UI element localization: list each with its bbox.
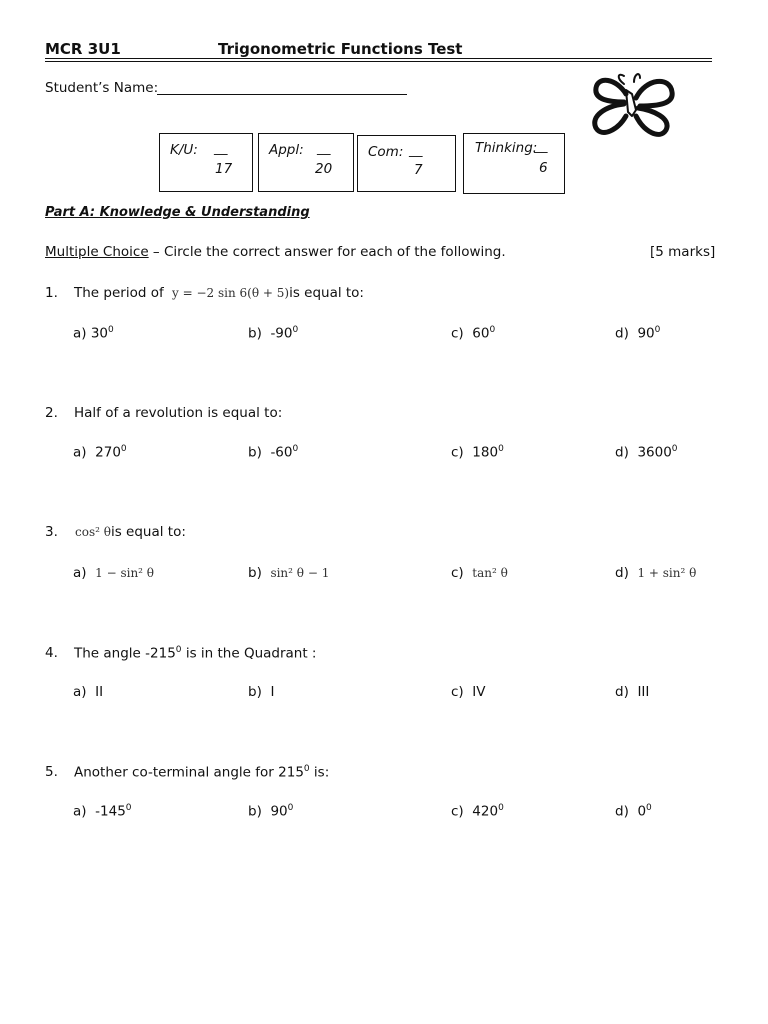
option-letter: b): [248, 803, 262, 820]
question-suffix: is in the Quadrant :: [181, 645, 317, 662]
degree-symbol: 0: [654, 325, 661, 335]
math-expression: cos² θ: [75, 525, 111, 539]
header-rule-bottom: [45, 61, 712, 62]
option-value: 3600: [637, 444, 672, 461]
mark-box-label: K/U:: [170, 142, 198, 158]
mark-box-ku: [159, 133, 253, 192]
option-letter: c): [451, 684, 464, 700]
option-value: 420: [472, 803, 499, 820]
question-text: [74, 285, 364, 301]
math-expression: tan² θ: [472, 566, 508, 580]
mc-heading: Multiple Choice: [45, 244, 149, 260]
option-letter: d): [615, 444, 629, 461]
mark-box-appl: [258, 133, 354, 192]
mark-box-com: [357, 135, 456, 192]
option-c[interactable]: [451, 684, 486, 700]
option-letter: a): [73, 325, 87, 342]
header-rule-top: [45, 58, 712, 59]
question-prefix: The period of: [74, 285, 164, 301]
part-a-title: Part A: Knowledge & Understanding: [45, 205, 310, 220]
math-expression: 1 + sin² θ: [637, 566, 697, 580]
student-name-label: Student’s Name:: [45, 80, 159, 96]
option-letter: d): [615, 684, 629, 700]
option-value: -60: [270, 444, 293, 461]
question-number: 4.: [45, 645, 58, 661]
degree-symbol: 0: [671, 444, 678, 454]
option-value: 30: [90, 325, 109, 342]
option-value: 90: [637, 325, 655, 342]
option-b[interactable]: [248, 444, 298, 461]
question-prefix: The angle -215: [74, 645, 176, 662]
mark-box-total: 17: [215, 161, 233, 177]
question-text: Half of a revolution is equal to:: [74, 405, 283, 421]
option-value: III: [637, 684, 650, 700]
mark-box-blank: __: [214, 140, 228, 156]
question-number: 1.: [45, 285, 58, 301]
option-letter: a): [73, 565, 87, 581]
option-value: 60: [472, 325, 490, 342]
option-value: -90: [270, 325, 293, 342]
option-letter: c): [451, 325, 464, 342]
degree-symbol: 0: [292, 325, 299, 335]
mc-instruction-text: – Circle the correct answer for each of the following.: [148, 244, 506, 260]
option-a[interactable]: [73, 325, 114, 342]
mark-box-label: Com:: [368, 144, 404, 160]
degree-symbol: 0: [120, 444, 127, 454]
option-b[interactable]: [248, 803, 293, 820]
option-letter: b): [248, 565, 262, 581]
option-value: -145: [95, 803, 126, 820]
option-a[interactable]: [73, 444, 127, 461]
option-value: 0: [637, 803, 647, 820]
option-letter: a): [73, 803, 87, 820]
mark-box-thinking: [463, 133, 565, 194]
mark-box-total: 6: [539, 160, 548, 176]
option-value: II: [95, 684, 104, 700]
option-c[interactable]: [451, 444, 504, 461]
math-expression: sin² θ − 1: [270, 566, 330, 580]
question-number: 2.: [45, 405, 58, 421]
option-value: 270: [95, 444, 121, 461]
mark-box-label: Thinking:: [475, 140, 538, 156]
marks-badge: [5 marks]: [650, 244, 716, 260]
question-suffix: is equal to:: [289, 285, 364, 301]
degree-symbol: 0: [287, 803, 294, 813]
student-name-field[interactable]: [157, 94, 407, 95]
option-a[interactable]: [73, 684, 103, 700]
mc-instructions: [45, 244, 506, 260]
course-code: MCR 3U1: [45, 40, 121, 58]
option-b[interactable]: [248, 325, 298, 342]
option-c[interactable]: [451, 803, 504, 820]
option-letter: a): [73, 444, 87, 461]
degree-symbol: 0: [125, 803, 132, 813]
option-letter: d): [615, 803, 629, 820]
degree-symbol: 0: [292, 444, 299, 454]
option-b[interactable]: [248, 565, 329, 581]
option-letter: d): [615, 565, 629, 581]
question-text: [74, 645, 316, 662]
option-letter: a): [73, 684, 87, 700]
option-d[interactable]: [615, 444, 678, 461]
question-number: 5.: [45, 764, 58, 780]
question-suffix: is:: [309, 764, 330, 781]
degree-symbol: 0: [175, 645, 182, 655]
degree-symbol: 0: [498, 444, 504, 454]
butterfly-icon: [588, 72, 683, 144]
option-c[interactable]: [451, 565, 508, 581]
option-letter: b): [248, 444, 262, 461]
degree-symbol: 0: [646, 803, 652, 813]
mark-box-blank: __: [409, 142, 423, 158]
degree-symbol: 0: [489, 325, 496, 335]
option-d[interactable]: [615, 684, 649, 700]
mark-box-blank: __: [534, 138, 548, 154]
math-expression: y = −2 sin 6(θ + 5): [172, 286, 290, 300]
option-letter: b): [248, 325, 262, 342]
option-b[interactable]: [248, 684, 274, 700]
mark-box-total: 7: [414, 162, 423, 178]
option-a[interactable]: [73, 565, 154, 581]
option-value: IV: [472, 684, 486, 700]
question-text: [74, 764, 329, 781]
option-a[interactable]: [73, 803, 132, 820]
question-prefix: Another co-terminal angle for 215: [74, 764, 304, 781]
option-value: 90: [270, 803, 288, 820]
question-number: 3.: [45, 524, 58, 540]
question-suffix: is equal to:: [110, 524, 186, 540]
option-letter: b): [248, 684, 262, 700]
question-text: [75, 524, 186, 540]
option-letter: d): [615, 325, 629, 342]
option-letter: c): [451, 565, 464, 581]
mark-box-label: Appl:: [269, 142, 304, 158]
mark-box-total: 20: [315, 161, 333, 177]
option-letter: c): [451, 803, 464, 820]
degree-symbol: 0: [498, 803, 504, 813]
option-d[interactable]: [615, 325, 660, 342]
option-value: 180: [472, 444, 499, 461]
mark-box-blank: __: [317, 140, 331, 156]
option-d[interactable]: [615, 565, 696, 581]
option-value: I: [270, 684, 275, 700]
option-c[interactable]: [451, 325, 495, 342]
option-letter: c): [451, 444, 464, 461]
page-title: Trigonometric Functions Test: [218, 40, 463, 58]
math-expression: 1 − sin² θ: [95, 566, 155, 580]
option-d[interactable]: [615, 803, 652, 820]
degree-symbol: 0: [303, 764, 310, 774]
degree-symbol: 0: [108, 325, 114, 335]
